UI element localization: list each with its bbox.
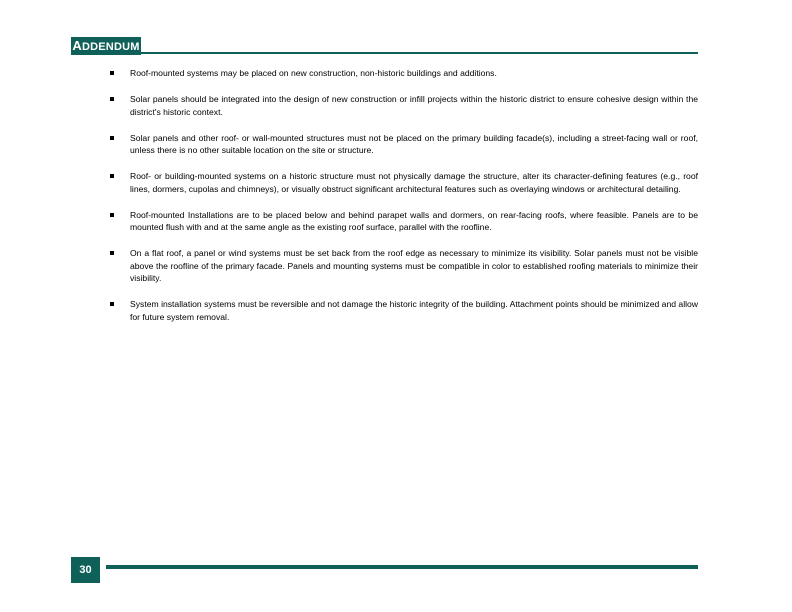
bullet-icon xyxy=(110,251,114,255)
bullet-icon xyxy=(110,136,114,140)
bullet-icon xyxy=(110,302,114,306)
list-item-text: Roof- or building-mounted systems on a historic structure must not physically damage the structure, alter its character-defining features (e.g., roof lines, dormers, cupolas and chimneys), or visually obstruct significant architectural features such as overlaying windows or architectural detailing. xyxy=(130,171,698,194)
list-item xyxy=(110,298,698,323)
list-item xyxy=(110,247,698,285)
bullet-icon xyxy=(110,97,114,101)
section-title-initial: A xyxy=(72,38,82,53)
list-item xyxy=(110,67,698,80)
bullet-icon xyxy=(110,213,114,217)
header-divider xyxy=(141,52,698,54)
list-item-text: Roof-mounted Installations are to be placed below and behind parapet walls and dormers, on rear-facing roofs, where feasible. Panels are to be mounted flush with and at the same angle as the existing roof surface, parallel with the roofline. xyxy=(130,209,698,232)
list-item-text: Roof-mounted systems may be placed on new construction, non-historic buildings and additions. xyxy=(130,68,497,78)
list-item-text: Solar panels should be integrated into the design of new construction or infill projects within the historic district to ensure cohesive design within the district's historic context. xyxy=(130,94,698,117)
list-item-text: On a flat roof, a panel or wind systems must be set back from the roof edge as necessary to minimize its visibility. Solar panels must not be visible above the roofline of the primary facade. Panels and mounting systems must be compatible in color to established roofing materials to minimize their visibility. xyxy=(130,248,698,283)
bullet-icon xyxy=(110,71,114,75)
list-item-text: System installation systems must be reversible and not damage the historic integrity of the building. Attachment points should be minimized and allow for future system removal. xyxy=(130,299,698,322)
section-title-rest: DDENDUM xyxy=(81,41,140,53)
footer-divider xyxy=(106,565,698,569)
list-item xyxy=(110,209,698,234)
section-title xyxy=(71,37,141,55)
list-item xyxy=(110,93,698,118)
guideline-list xyxy=(110,67,698,337)
list-item xyxy=(110,132,698,157)
list-item-text: Solar panels and other roof- or wall-mounted structures must not be placed on the primary building facade(s), including a street-facing wall or roof, unless there is no other suitable location on the site or structure. xyxy=(130,132,698,155)
bullet-icon xyxy=(110,174,114,178)
page-number: 30 xyxy=(71,557,100,583)
list-item xyxy=(110,170,698,195)
